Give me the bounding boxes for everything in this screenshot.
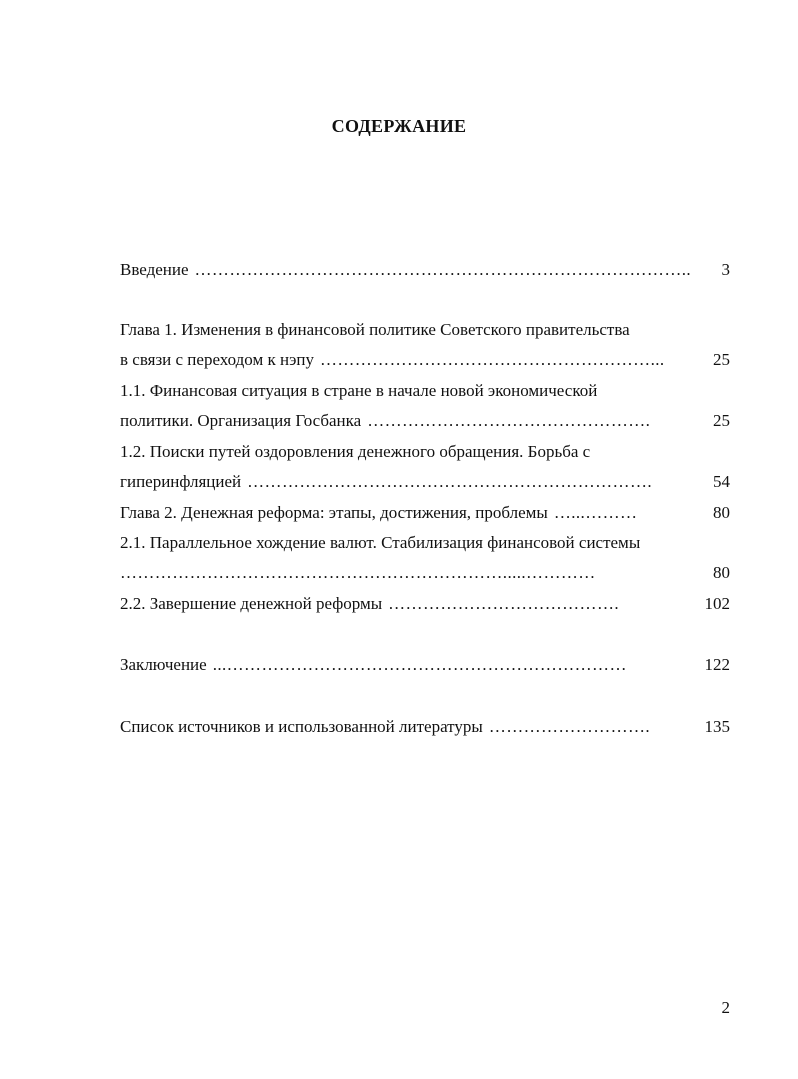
toc-entry-label: гиперинфляцией — [120, 472, 242, 491]
toc-leader-dots: …………………………………………………... — [319, 350, 665, 369]
toc-leader-dots: ………………………………………………………………………….. — [194, 260, 692, 279]
toc-page-number: 122 — [704, 655, 730, 674]
toc-leader-dots: …...……… — [553, 503, 638, 522]
toc-entry-chapter-1[interactable] — [120, 346, 730, 374]
toc-page-number: 80 — [713, 563, 730, 582]
toc-entry-introduction[interactable] — [120, 256, 730, 284]
toc-entry-section-2-1-line-1[interactable] — [120, 529, 730, 557]
toc-entry-chapter-1-line-1[interactable] — [120, 316, 730, 344]
toc-entry-section-1-1[interactable] — [120, 407, 730, 435]
toc-page-number: 25 — [713, 411, 730, 430]
page-title: СОДЕРЖАНИЕ — [331, 116, 467, 136]
toc-entry-text: 2.1. Параллельное хождение валют. Стабилизация финансовой системы — [120, 533, 641, 552]
toc-entry-bibliography[interactable] — [120, 713, 730, 741]
toc-entry-label: политики. Организация Госбанка — [120, 411, 362, 430]
toc-leader-dots: ………………………………………………………….....………… — [120, 563, 596, 582]
toc-entry-text: 1.1. Финансовая ситуация в стране в начале новой экономической — [120, 381, 598, 400]
toc-entry-label: 2.2. Завершение денежной реформы — [120, 594, 383, 613]
toc-page-number: 80 — [713, 503, 730, 522]
toc-page-number: 54 — [713, 472, 730, 491]
toc-entry-chapter-2[interactable] — [120, 499, 730, 527]
toc-entry-section-2-1[interactable] — [120, 559, 730, 587]
toc-page-number: 102 — [704, 594, 730, 613]
toc-entry-section-1-2-line-1[interactable] — [120, 438, 730, 466]
toc-entry-section-1-2[interactable] — [120, 468, 730, 496]
toc-entry-conclusion[interactable] — [120, 651, 730, 679]
toc-leader-dots: ……………………………………………………………. — [247, 472, 653, 491]
toc-entry-label: Список источников и использованной литературы — [120, 717, 483, 736]
toc-entry-label: в связи с переходом к нэпу — [120, 350, 314, 369]
toc-leader-dots: …………………………………. — [388, 594, 619, 613]
toc-entry-section-1-1-line-1[interactable] — [120, 377, 730, 405]
toc-page-number: 135 — [704, 717, 730, 736]
toc-entry-label: Заключение — [120, 655, 207, 674]
toc-entry-section-2-2[interactable] — [120, 590, 730, 618]
toc-entry-label: Введение — [120, 260, 189, 279]
toc-entry-text: 1.2. Поиски путей оздоровления денежного обращения. Борьба с — [120, 442, 591, 461]
toc-entry-text: Глава 1. Изменения в финансовой политике Советского правительства — [120, 320, 630, 339]
toc-leader-dots: …………………………………………. — [367, 411, 651, 430]
toc-leader-dots: ………………………. — [488, 717, 651, 736]
toc-entry-label: Глава 2. Денежная реформа: этапы, достижения, проблемы — [120, 503, 548, 522]
toc-page-number: 25 — [713, 350, 730, 369]
page-number: 2 — [721, 998, 730, 1017]
toc-leader-dots: ...…………………………………………………………… — [212, 655, 627, 674]
toc-page-number: 3 — [721, 260, 730, 279]
